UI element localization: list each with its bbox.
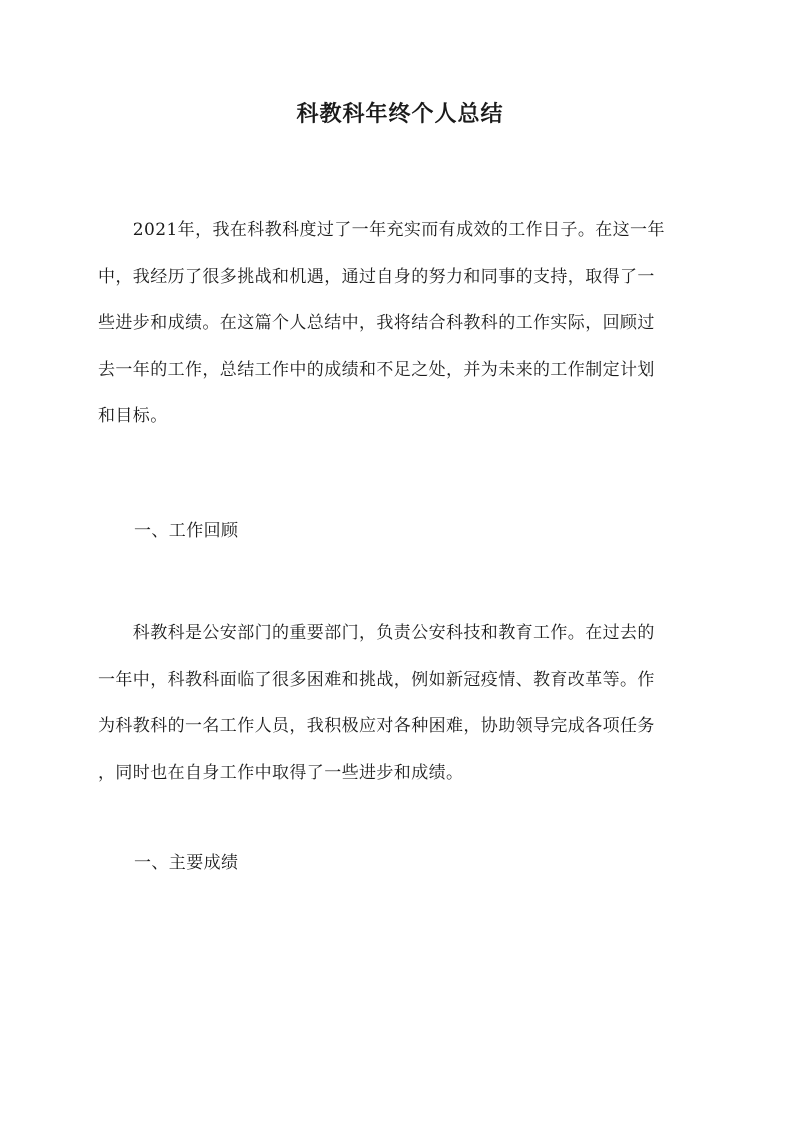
work-review-line: 一年中，科教科面临了很多困难和挑战，例如新冠疫情、教育改革等。作 bbox=[98, 669, 655, 690]
intro-line: 去一年的工作，总结工作中的成绩和不足之处，并为未来的工作制定计划 bbox=[98, 359, 655, 380]
intro-paragraph bbox=[98, 207, 704, 440]
work-review-line: ，同时也在自身工作中取得了一些进步和成绩。 bbox=[98, 762, 464, 783]
work-review-line: 科教科是公安部门的重要部门，负责公安科技和教育工作。在过去的 bbox=[98, 623, 655, 643]
intro-line: 2021年，我在科教科度过了一年充实而有成效的工作日子。在这一年 bbox=[98, 220, 665, 240]
work-review-paragraph bbox=[98, 610, 704, 796]
intro-line: 和目标。 bbox=[98, 406, 168, 427]
intro-line: 些进步和成绩。在这篇个人总结中，我将结合科教科的工作实际，回顾过 bbox=[98, 313, 655, 334]
section-heading-work-review: 一、工作回顾 bbox=[134, 521, 239, 541]
work-review-line: 为科教科的一名工作人员，我积极应对各种困难，协助领导完成各项任务 bbox=[98, 716, 655, 737]
section-heading-main-achievements: 一、主要成绩 bbox=[134, 853, 239, 873]
intro-line: 中，我经历了很多挑战和机遇，通过自身的努力和同事的支持，取得了一 bbox=[98, 266, 655, 287]
document-title: 科教科年终个人总结 bbox=[296, 101, 504, 127]
